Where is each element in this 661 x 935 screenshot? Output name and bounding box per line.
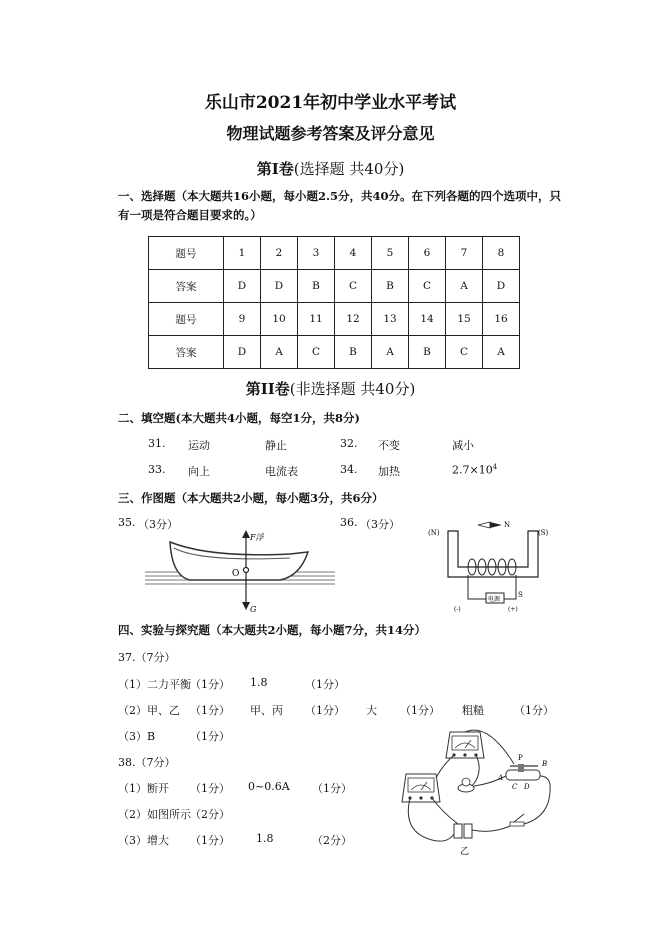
q31-answer-b: 静止 bbox=[265, 439, 287, 452]
answer-table-row bbox=[149, 336, 520, 369]
q37-1-score2: （1分） bbox=[305, 678, 345, 691]
page-title: 乐山市2021年初中学业水平考试 bbox=[204, 93, 457, 113]
answer-table-cell: 4 bbox=[335, 237, 372, 270]
q34-answer-a: 加热 bbox=[378, 465, 400, 478]
rheostat-icon bbox=[506, 764, 540, 780]
q35-score: （3分） bbox=[138, 518, 178, 531]
label-p: P bbox=[518, 754, 523, 762]
answer-table-cell: A bbox=[261, 336, 298, 369]
label-b: B bbox=[542, 760, 548, 768]
switch-icon bbox=[510, 814, 524, 826]
q33-answer-b: 电流表 bbox=[265, 465, 298, 478]
q38-3-score2: （2分） bbox=[312, 834, 352, 847]
buoyancy-arrow-icon bbox=[242, 530, 250, 538]
page-subtitle: 物理试题参考答案及评分意见 bbox=[226, 124, 435, 143]
answer-table-row bbox=[149, 303, 520, 336]
q32-answer-b: 减小 bbox=[452, 439, 474, 452]
boat-force-diagram bbox=[140, 528, 340, 616]
q37-3-score: （1分） bbox=[190, 730, 230, 743]
plus-label: (+) bbox=[508, 606, 518, 613]
voltmeter-icon bbox=[446, 732, 484, 758]
answer-table-cell: B bbox=[372, 270, 409, 303]
answer-table-row bbox=[149, 237, 520, 270]
answer-table-cell: C bbox=[409, 270, 446, 303]
answer-table-cell: D bbox=[261, 270, 298, 303]
answer-table-cell: 15 bbox=[446, 303, 483, 336]
answer-table-row-label: 答案 bbox=[149, 270, 224, 303]
q37-2-score: （1分） bbox=[190, 704, 230, 717]
answer-table-cell: 7 bbox=[446, 237, 483, 270]
gravity-arrow-icon bbox=[242, 602, 250, 610]
q37-3-answer: （3）B bbox=[118, 730, 156, 743]
q33-num: 33. bbox=[148, 463, 166, 476]
label-o: O bbox=[232, 569, 240, 579]
q38-1-score: （1分） bbox=[190, 782, 230, 795]
section1-title-line2: 有一项是符合题目要求的。） bbox=[118, 208, 262, 222]
q38-1-score2: （1分） bbox=[312, 782, 352, 795]
q32-answer-a: 不变 bbox=[378, 439, 400, 452]
q38-2-score: （2分） bbox=[190, 808, 230, 821]
answer-table-cell: 6 bbox=[409, 237, 446, 270]
q37-2-score3: （1分） bbox=[400, 704, 440, 717]
q32-num: 32. bbox=[340, 437, 358, 450]
label-f-buoyancy: F浮 bbox=[250, 533, 264, 542]
minus-label: (-) bbox=[454, 606, 461, 613]
q36-score: （3分） bbox=[360, 518, 400, 531]
answer-table-cell: A bbox=[372, 336, 409, 369]
q37-2-answer3: 大 bbox=[366, 704, 377, 717]
section1-title-line1: 一、选择题（本大题共16小题，每小题2.5分，共40分。在下列各题的四个选项中，只 bbox=[118, 189, 562, 203]
label-g: G bbox=[250, 605, 257, 614]
volume2-name: 第II卷 bbox=[245, 380, 290, 398]
ammeter-icon bbox=[402, 774, 440, 802]
q37-1-answer: （1）二力平衡 bbox=[118, 678, 191, 691]
answer-table-cell: A bbox=[446, 270, 483, 303]
volume2-desc: (非选择题 共40分) bbox=[289, 380, 416, 398]
volume1-heading bbox=[0, 158, 661, 179]
center-point bbox=[244, 568, 249, 573]
answer-table-cell: B bbox=[335, 336, 372, 369]
section3-title: 三、作图题（本大题共2小题，每小题3分，共6分） bbox=[118, 491, 384, 505]
compass-n-label: N bbox=[504, 521, 511, 529]
answer-table bbox=[148, 236, 520, 369]
electromagnet-diagram bbox=[420, 513, 570, 613]
answer-table-cell: 2 bbox=[261, 237, 298, 270]
section4-title: 四、实验与探究题（本大题共2小题，每小题7分，共14分） bbox=[118, 623, 427, 637]
power-source-label: 电源 bbox=[488, 596, 501, 603]
answer-table-cell: 10 bbox=[261, 303, 298, 336]
volume2-heading bbox=[0, 378, 661, 399]
answer-table-row-label: 答案 bbox=[149, 336, 224, 369]
bulb-icon bbox=[458, 778, 474, 792]
q34-answer-b: $2.7\times 10^4$ bbox=[452, 463, 498, 477]
q38-3-answer: （3）增大 bbox=[118, 834, 169, 847]
answer-table-cell: D bbox=[224, 270, 261, 303]
answer-table-row bbox=[149, 270, 520, 303]
q37-2-answer2: 甲、丙 bbox=[250, 704, 283, 717]
answer-table-cell: 5 bbox=[372, 237, 409, 270]
answer-table-cell: 9 bbox=[224, 303, 261, 336]
label-d: D bbox=[524, 783, 530, 791]
q35-num: 35. bbox=[118, 516, 136, 529]
label-a: A bbox=[498, 774, 504, 782]
answer-table-cell: 8 bbox=[483, 237, 520, 270]
q38-head: 38.（7分） bbox=[118, 756, 176, 769]
q38-1-answer: （1）断开 bbox=[118, 782, 169, 795]
q37-1-score: （1分） bbox=[190, 678, 230, 691]
q33-answer-a: 向上 bbox=[188, 465, 210, 478]
answer-table-cell: C bbox=[446, 336, 483, 369]
q37-2-score4: （1分） bbox=[514, 704, 554, 717]
answer-table-cell: B bbox=[298, 270, 335, 303]
u-core bbox=[448, 531, 538, 577]
q31-num: 31. bbox=[148, 437, 166, 450]
q38-3-answer2: 1.8 bbox=[256, 832, 274, 845]
pole-n-label: (N) bbox=[428, 529, 440, 537]
answer-table-cell: B bbox=[409, 336, 446, 369]
q37-head: 37.（7分） bbox=[118, 651, 176, 664]
q38-3-score: （1分） bbox=[190, 834, 230, 847]
switch-s-label: S bbox=[518, 591, 523, 599]
answer-table-cell: D bbox=[483, 270, 520, 303]
answer-table-row-label: 题号 bbox=[149, 303, 224, 336]
answer-table-cell: C bbox=[298, 336, 335, 369]
section2-title: 二、填空题(本大题共4小题，每空1分，共8分) bbox=[118, 411, 360, 425]
answer-table-cell: A bbox=[483, 336, 520, 369]
q36-num: 36. bbox=[340, 516, 358, 529]
q37-2-answer4: 粗糙 bbox=[462, 704, 484, 717]
answer-table-row-label: 题号 bbox=[149, 237, 224, 270]
answer-table-cell: 14 bbox=[409, 303, 446, 336]
answer-table-cell: 12 bbox=[335, 303, 372, 336]
q38-2-answer: （2）如图所示 bbox=[118, 808, 191, 821]
compass-needle-icon bbox=[478, 522, 502, 528]
answer-table-cell: 1 bbox=[224, 237, 261, 270]
q38-1-answer2: 0~0.6A bbox=[248, 780, 290, 793]
answer-table-cell: 11 bbox=[298, 303, 335, 336]
battery-icon bbox=[454, 824, 472, 838]
figure-label: 乙 bbox=[460, 847, 470, 857]
pole-s-label: (S) bbox=[538, 529, 549, 537]
q37-2-answer: （2）甲、乙 bbox=[118, 704, 180, 717]
q37-1-answer2: 1.8 bbox=[250, 676, 268, 689]
q34-num: 34. bbox=[340, 463, 358, 476]
volume1-name: 第Ⅰ卷 bbox=[256, 160, 294, 178]
answer-table-cell: 13 bbox=[372, 303, 409, 336]
answer-table-cell: 16 bbox=[483, 303, 520, 336]
q31-answer-a: 运动 bbox=[188, 439, 210, 452]
answer-table-cell: C bbox=[335, 270, 372, 303]
circuit-diagram bbox=[392, 722, 568, 858]
circuit-wire bbox=[468, 575, 486, 599]
answer-table-cell: D bbox=[224, 336, 261, 369]
q37-2-score2: （1分） bbox=[305, 704, 345, 717]
volume1-desc: (选择题 共40分) bbox=[293, 160, 405, 178]
answer-table-cell: 3 bbox=[298, 237, 335, 270]
label-c: C bbox=[512, 783, 518, 791]
